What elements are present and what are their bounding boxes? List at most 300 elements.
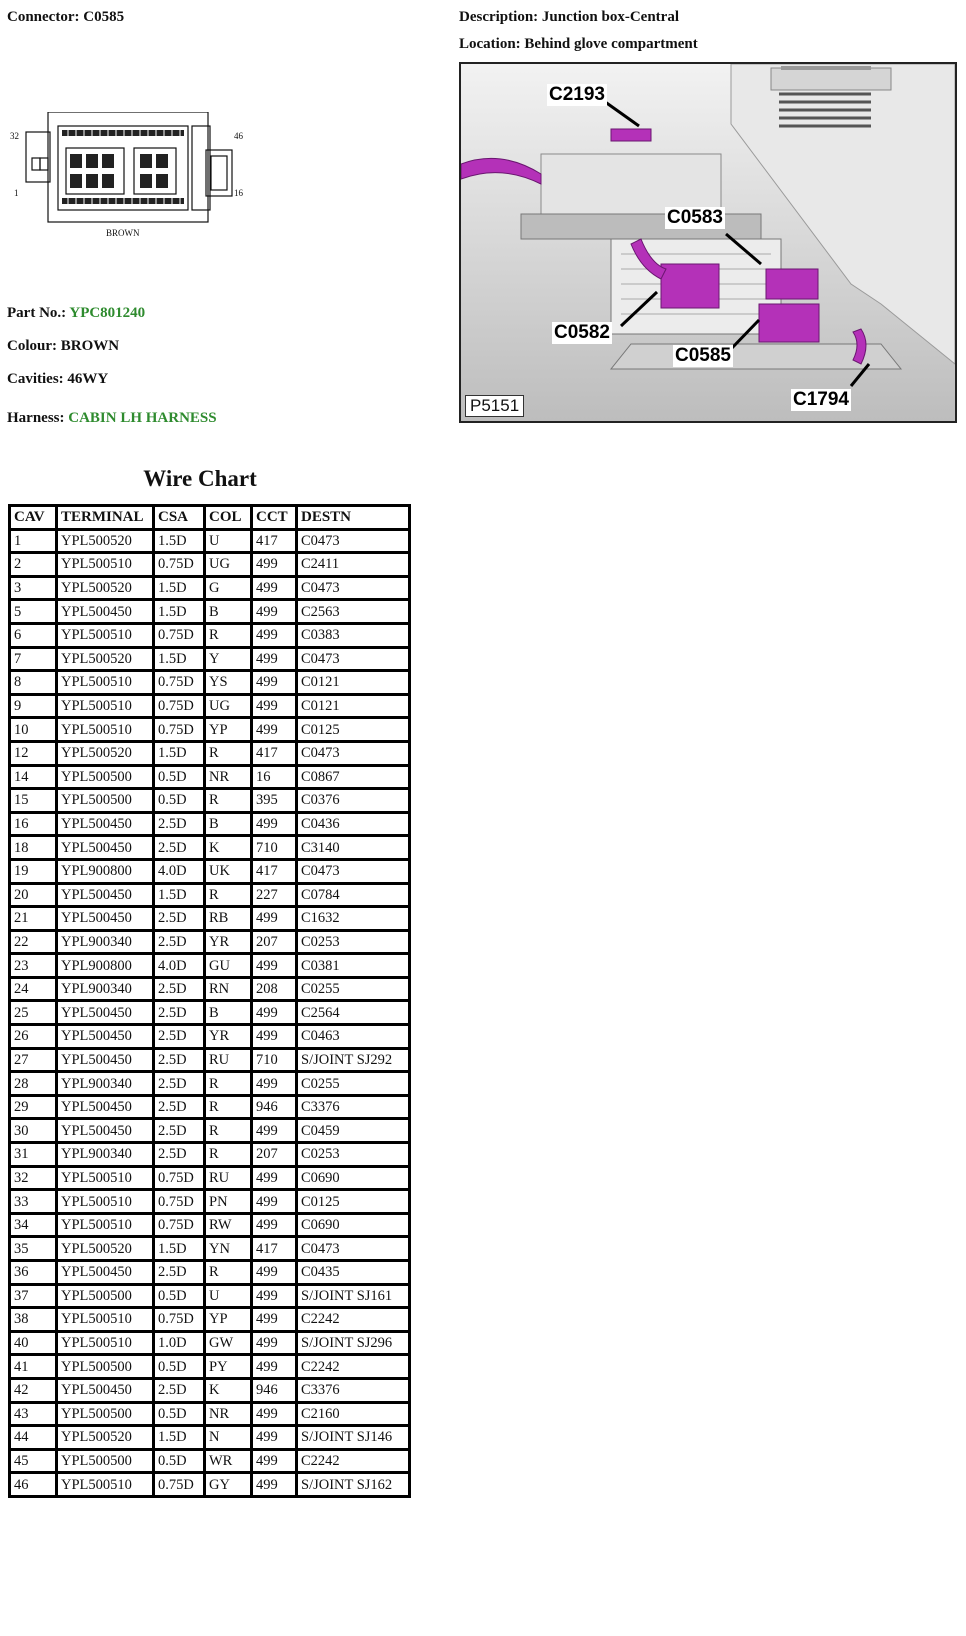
cell-csa: 1.5D xyxy=(154,647,205,671)
cell-cav: 41 xyxy=(10,1355,57,1379)
cell-cav: 43 xyxy=(10,1402,57,1426)
cell-cct: 227 xyxy=(252,883,297,907)
wire-chart-header-row xyxy=(10,506,410,530)
header-cct: CCT xyxy=(252,506,297,530)
cell-destn: C0690 xyxy=(297,1213,410,1237)
cell-csa: 0.75D xyxy=(154,623,205,647)
cell-cav: 22 xyxy=(10,930,57,954)
table-row xyxy=(10,836,410,860)
cell-col: U xyxy=(205,1284,252,1308)
cell-terminal: YPL500450 xyxy=(57,1261,154,1285)
cell-cav: 29 xyxy=(10,1095,57,1119)
description-label: Description: Junction box-Central xyxy=(459,9,679,25)
callout-c1794: C1794 xyxy=(793,389,849,410)
cell-destn: C0473 xyxy=(297,529,410,553)
cell-terminal: YPL900800 xyxy=(57,954,154,978)
cell-csa: 0.75D xyxy=(154,1473,205,1497)
cell-cct: 499 xyxy=(252,1119,297,1143)
cell-csa: 2.5D xyxy=(154,1143,205,1167)
cell-col: YP xyxy=(205,1308,252,1332)
cell-destn: C0436 xyxy=(297,812,410,836)
cell-terminal: YPL900340 xyxy=(57,977,154,1001)
cell-col: NR xyxy=(205,765,252,789)
cell-cav: 21 xyxy=(10,907,57,931)
cell-csa: 2.5D xyxy=(154,812,205,836)
cell-terminal: YPL500450 xyxy=(57,836,154,860)
cell-cav: 9 xyxy=(10,694,57,718)
cell-cav: 3 xyxy=(10,576,57,600)
cell-terminal: YPL500500 xyxy=(57,789,154,813)
cell-cct: 499 xyxy=(252,1072,297,1096)
cell-cav: 18 xyxy=(10,836,57,860)
cell-destn: C0473 xyxy=(297,741,410,765)
cell-terminal: YPL500510 xyxy=(57,1473,154,1497)
cell-csa: 2.5D xyxy=(154,1378,205,1402)
cell-cav: 7 xyxy=(10,647,57,671)
table-row xyxy=(10,907,410,931)
header-cav: CAV xyxy=(10,506,57,530)
cell-cct: 499 xyxy=(252,954,297,978)
cell-col: R xyxy=(205,1143,252,1167)
cell-terminal: YPL500510 xyxy=(57,718,154,742)
cell-col: YS xyxy=(205,671,252,695)
location-photo-drawing xyxy=(461,64,955,421)
cavities-line: Cavities: 46WY xyxy=(7,371,109,387)
cell-cav: 8 xyxy=(10,671,57,695)
cell-cct: 499 xyxy=(252,1001,297,1025)
cell-cav: 1 xyxy=(10,529,57,553)
cell-csa: 2.5D xyxy=(154,907,205,931)
cell-destn: C0473 xyxy=(297,576,410,600)
cell-col: B xyxy=(205,812,252,836)
harness-link[interactable]: CABIN LH HARNESS xyxy=(68,410,217,426)
colour-line: Colour: BROWN xyxy=(7,338,120,354)
cell-csa: 2.5D xyxy=(154,1261,205,1285)
cell-destn: C2563 xyxy=(297,600,410,624)
cell-destn: C3376 xyxy=(297,1378,410,1402)
cell-terminal: YPL500520 xyxy=(57,576,154,600)
cell-terminal: YPL500500 xyxy=(57,1449,154,1473)
cell-col: K xyxy=(205,836,252,860)
cell-terminal: YPL500450 xyxy=(57,600,154,624)
cell-csa: 4.0D xyxy=(154,954,205,978)
cell-destn: S/JOINT SJ161 xyxy=(297,1284,410,1308)
cell-cav: 26 xyxy=(10,1025,57,1049)
table-row xyxy=(10,718,410,742)
cell-col: RU xyxy=(205,1048,252,1072)
cell-cct: 499 xyxy=(252,1166,297,1190)
cell-csa: 2.5D xyxy=(154,1001,205,1025)
cell-destn: C0125 xyxy=(297,718,410,742)
cell-cav: 2 xyxy=(10,553,57,577)
table-row xyxy=(10,647,410,671)
cell-cct: 499 xyxy=(252,600,297,624)
table-row xyxy=(10,765,410,789)
cell-cct: 499 xyxy=(252,907,297,931)
cell-csa: 1.0D xyxy=(154,1331,205,1355)
cell-col: RU xyxy=(205,1166,252,1190)
cell-destn: C0473 xyxy=(297,859,410,883)
cell-terminal: YPL900800 xyxy=(57,859,154,883)
cell-terminal: YPL500450 xyxy=(57,1025,154,1049)
cell-cav: 40 xyxy=(10,1331,57,1355)
cell-destn: C0255 xyxy=(297,1072,410,1096)
cell-cct: 710 xyxy=(252,836,297,860)
cell-terminal: YPL500500 xyxy=(57,1355,154,1379)
table-row xyxy=(10,1331,410,1355)
cell-cav: 35 xyxy=(10,1237,57,1261)
cell-col: RB xyxy=(205,907,252,931)
cell-csa: 0.5D xyxy=(154,765,205,789)
cell-csa: 2.5D xyxy=(154,1095,205,1119)
cell-cav: 12 xyxy=(10,741,57,765)
cell-cav: 33 xyxy=(10,1190,57,1214)
cell-col: R xyxy=(205,741,252,765)
harness-label: Harness: xyxy=(7,410,65,426)
cell-csa: 0.75D xyxy=(154,718,205,742)
table-row xyxy=(10,1048,410,1072)
table-row xyxy=(10,1473,410,1497)
part-number-line xyxy=(7,305,145,322)
cell-terminal: YPL500520 xyxy=(57,529,154,553)
cell-terminal: YPL500450 xyxy=(57,1048,154,1072)
cell-terminal: YPL500520 xyxy=(57,647,154,671)
header-csa: CSA xyxy=(154,506,205,530)
cell-terminal: YPL500450 xyxy=(57,883,154,907)
cell-cct: 16 xyxy=(252,765,297,789)
wire-chart-title: Wire Chart xyxy=(143,466,257,491)
location-photo xyxy=(459,62,957,423)
cell-destn: C0435 xyxy=(297,1261,410,1285)
cell-col: U xyxy=(205,529,252,553)
table-row xyxy=(10,1449,410,1473)
cell-col: WR xyxy=(205,1449,252,1473)
cell-cav: 23 xyxy=(10,954,57,978)
cell-col: B xyxy=(205,1001,252,1025)
cell-cct: 499 xyxy=(252,694,297,718)
cell-cct: 395 xyxy=(252,789,297,813)
connector-face-diagram xyxy=(6,112,246,242)
cell-cct: 417 xyxy=(252,529,297,553)
cell-cct: 499 xyxy=(252,1308,297,1332)
table-row xyxy=(10,789,410,813)
cell-cct: 946 xyxy=(252,1378,297,1402)
cell-destn: C2242 xyxy=(297,1449,410,1473)
pin-label-32: 32 xyxy=(10,131,19,141)
cell-terminal: YPL500510 xyxy=(57,671,154,695)
cell-csa: 0.75D xyxy=(154,694,205,718)
cell-cct: 499 xyxy=(252,1190,297,1214)
table-row xyxy=(10,623,410,647)
table-row xyxy=(10,859,410,883)
cell-cct: 499 xyxy=(252,623,297,647)
cell-col: YR xyxy=(205,930,252,954)
cell-cav: 44 xyxy=(10,1426,57,1450)
table-row xyxy=(10,1166,410,1190)
cell-cct: 499 xyxy=(252,1213,297,1237)
cell-csa: 0.5D xyxy=(154,1355,205,1379)
table-row xyxy=(10,930,410,954)
cell-cav: 31 xyxy=(10,1143,57,1167)
cell-csa: 0.75D xyxy=(154,553,205,577)
cell-terminal: YPL500510 xyxy=(57,623,154,647)
header-col: COL xyxy=(205,506,252,530)
cell-terminal: YPL500510 xyxy=(57,1166,154,1190)
cell-csa: 0.5D xyxy=(154,1449,205,1473)
cell-destn: C0784 xyxy=(297,883,410,907)
cell-terminal: YPL500510 xyxy=(57,694,154,718)
pin-label-46: 46 xyxy=(234,131,243,141)
cell-cav: 36 xyxy=(10,1261,57,1285)
cell-col: B xyxy=(205,600,252,624)
table-row xyxy=(10,1237,410,1261)
cell-destn: C2564 xyxy=(297,1001,410,1025)
cell-csa: 4.0D xyxy=(154,859,205,883)
cell-cct: 499 xyxy=(252,671,297,695)
cell-destn: S/JOINT SJ162 xyxy=(297,1473,410,1497)
cell-destn: C0463 xyxy=(297,1025,410,1049)
connector-colour-caption: BROWN xyxy=(106,228,140,238)
cell-terminal: YPL500450 xyxy=(57,812,154,836)
cell-col: N xyxy=(205,1426,252,1450)
cell-cav: 46 xyxy=(10,1473,57,1497)
pin-label-1: 1 xyxy=(14,188,19,198)
cell-col: UK xyxy=(205,859,252,883)
cell-csa: 1.5D xyxy=(154,1237,205,1261)
harness-line xyxy=(7,410,217,427)
cell-csa: 1.5D xyxy=(154,741,205,765)
cell-terminal: YPL500520 xyxy=(57,1237,154,1261)
cell-cav: 5 xyxy=(10,600,57,624)
cell-terminal: YPL900340 xyxy=(57,1072,154,1096)
cell-destn: C0459 xyxy=(297,1119,410,1143)
cell-csa: 2.5D xyxy=(154,1072,205,1096)
cell-cct: 946 xyxy=(252,1095,297,1119)
cell-col: YN xyxy=(205,1237,252,1261)
cell-destn: C0867 xyxy=(297,765,410,789)
header-terminal: TERMINAL xyxy=(57,506,154,530)
cell-cav: 19 xyxy=(10,859,57,883)
cell-csa: 0.5D xyxy=(154,789,205,813)
cell-cct: 499 xyxy=(252,1261,297,1285)
cell-terminal: YPL500450 xyxy=(57,1378,154,1402)
cell-csa: 0.75D xyxy=(154,1190,205,1214)
cell-col: G xyxy=(205,576,252,600)
cell-cav: 38 xyxy=(10,1308,57,1332)
cell-destn: C2242 xyxy=(297,1308,410,1332)
cell-cav: 37 xyxy=(10,1284,57,1308)
table-row xyxy=(10,1355,410,1379)
cell-terminal: YPL500510 xyxy=(57,1190,154,1214)
cell-terminal: YPL500500 xyxy=(57,1284,154,1308)
cell-col: UG xyxy=(205,553,252,577)
table-row xyxy=(10,812,410,836)
cell-terminal: YPL500510 xyxy=(57,1213,154,1237)
cell-col: RN xyxy=(205,977,252,1001)
cell-cct: 499 xyxy=(252,576,297,600)
cell-cct: 417 xyxy=(252,741,297,765)
table-row xyxy=(10,671,410,695)
table-row xyxy=(10,694,410,718)
cell-terminal: YPL500520 xyxy=(57,741,154,765)
cell-cct: 499 xyxy=(252,1284,297,1308)
cell-csa: 0.75D xyxy=(154,1213,205,1237)
cell-csa: 1.5D xyxy=(154,529,205,553)
cell-destn: C0253 xyxy=(297,930,410,954)
callout-c0583: C0583 xyxy=(667,207,723,228)
cell-terminal: YPL900340 xyxy=(57,1143,154,1167)
table-row xyxy=(10,1378,410,1402)
cell-col: GW xyxy=(205,1331,252,1355)
cell-destn: C3376 xyxy=(297,1095,410,1119)
cell-csa: 2.5D xyxy=(154,977,205,1001)
table-row xyxy=(10,1190,410,1214)
cell-cct: 207 xyxy=(252,1143,297,1167)
cell-col: YR xyxy=(205,1025,252,1049)
cell-cav: 28 xyxy=(10,1072,57,1096)
cell-col: GY xyxy=(205,1473,252,1497)
cell-cav: 24 xyxy=(10,977,57,1001)
cell-csa: 0.75D xyxy=(154,1308,205,1332)
cell-col: R xyxy=(205,1072,252,1096)
cell-destn: C1632 xyxy=(297,907,410,931)
cell-terminal: YPL500520 xyxy=(57,1426,154,1450)
callout-c0582: C0582 xyxy=(554,322,610,343)
cell-cav: 42 xyxy=(10,1378,57,1402)
cell-col: YP xyxy=(205,718,252,742)
cell-col: R xyxy=(205,1119,252,1143)
table-row xyxy=(10,1143,410,1167)
cell-cav: 27 xyxy=(10,1048,57,1072)
location-label: Location: Behind glove compartment xyxy=(459,36,698,52)
callout-c2193: C2193 xyxy=(549,84,605,105)
cell-col: R xyxy=(205,883,252,907)
cell-csa: 0.5D xyxy=(154,1402,205,1426)
cell-destn: C3140 xyxy=(297,836,410,860)
cell-col: R xyxy=(205,1261,252,1285)
table-row xyxy=(10,1308,410,1332)
cell-csa: 1.5D xyxy=(154,576,205,600)
table-row xyxy=(10,1119,410,1143)
cell-cav: 32 xyxy=(10,1166,57,1190)
cell-cct: 499 xyxy=(252,1473,297,1497)
cell-col: K xyxy=(205,1378,252,1402)
cell-terminal: YPL500510 xyxy=(57,553,154,577)
cell-terminal: YPL500450 xyxy=(57,907,154,931)
cell-cct: 499 xyxy=(252,812,297,836)
cell-cct: 710 xyxy=(252,1048,297,1072)
cell-cct: 499 xyxy=(252,553,297,577)
cell-csa: 2.5D xyxy=(154,1048,205,1072)
wire-chart-table xyxy=(8,504,411,1498)
cell-col: R xyxy=(205,623,252,647)
cell-col: RW xyxy=(205,1213,252,1237)
table-row xyxy=(10,883,410,907)
table-row xyxy=(10,1213,410,1237)
table-row xyxy=(10,576,410,600)
cell-col: R xyxy=(205,789,252,813)
cell-cct: 207 xyxy=(252,930,297,954)
cell-csa: 0.5D xyxy=(154,1284,205,1308)
cell-destn: C0473 xyxy=(297,1237,410,1261)
pin-label-16: 16 xyxy=(234,188,243,198)
cell-csa: 1.5D xyxy=(154,600,205,624)
cell-cct: 499 xyxy=(252,718,297,742)
table-row xyxy=(10,529,410,553)
cell-csa: 2.5D xyxy=(154,1119,205,1143)
cell-destn: C0253 xyxy=(297,1143,410,1167)
cell-cav: 15 xyxy=(10,789,57,813)
cell-terminal: YPL900340 xyxy=(57,930,154,954)
cell-destn: C0473 xyxy=(297,647,410,671)
cell-col: PN xyxy=(205,1190,252,1214)
cell-cav: 25 xyxy=(10,1001,57,1025)
table-row xyxy=(10,1095,410,1119)
cell-col: GU xyxy=(205,954,252,978)
cell-destn: C2242 xyxy=(297,1355,410,1379)
cell-destn: C0255 xyxy=(297,977,410,1001)
cell-cct: 499 xyxy=(252,1449,297,1473)
callout-c0585: C0585 xyxy=(675,345,731,366)
table-row xyxy=(10,553,410,577)
table-row xyxy=(10,1072,410,1096)
cell-terminal: YPL500510 xyxy=(57,1331,154,1355)
cell-terminal: YPL500500 xyxy=(57,765,154,789)
cell-csa: 2.5D xyxy=(154,1025,205,1049)
cell-csa: 2.5D xyxy=(154,836,205,860)
cell-destn: C0121 xyxy=(297,671,410,695)
table-row xyxy=(10,741,410,765)
table-row xyxy=(10,600,410,624)
cell-destn: S/JOINT SJ296 xyxy=(297,1331,410,1355)
cell-cct: 499 xyxy=(252,647,297,671)
cell-cav: 16 xyxy=(10,812,57,836)
cell-cct: 417 xyxy=(252,859,297,883)
cell-cav: 30 xyxy=(10,1119,57,1143)
wire-chart-body xyxy=(10,529,410,1496)
cell-terminal: YPL500510 xyxy=(57,1308,154,1332)
cell-terminal: YPL500500 xyxy=(57,1402,154,1426)
cell-cav: 34 xyxy=(10,1213,57,1237)
cell-cct: 499 xyxy=(252,1025,297,1049)
cell-terminal: YPL500450 xyxy=(57,1119,154,1143)
cell-destn: C0383 xyxy=(297,623,410,647)
table-row xyxy=(10,954,410,978)
table-row xyxy=(10,977,410,1001)
cell-cct: 499 xyxy=(252,1426,297,1450)
cell-cct: 499 xyxy=(252,1355,297,1379)
cell-col: R xyxy=(205,1095,252,1119)
cell-col: NR xyxy=(205,1402,252,1426)
cell-col: Y xyxy=(205,647,252,671)
part-number-link[interactable]: YPC801240 xyxy=(69,305,146,321)
cell-csa: 1.5D xyxy=(154,883,205,907)
cell-destn: S/JOINT SJ292 xyxy=(297,1048,410,1072)
cell-cav: 10 xyxy=(10,718,57,742)
cell-destn: S/JOINT SJ146 xyxy=(297,1426,410,1450)
cell-cav: 20 xyxy=(10,883,57,907)
cell-cav: 45 xyxy=(10,1449,57,1473)
part-number-label: Part No.: xyxy=(7,305,67,321)
cell-cct: 417 xyxy=(252,1237,297,1261)
cell-destn: C0125 xyxy=(297,1190,410,1214)
table-row xyxy=(10,1261,410,1285)
table-row xyxy=(10,1025,410,1049)
cell-csa: 0.75D xyxy=(154,671,205,695)
cell-destn: C0121 xyxy=(297,694,410,718)
table-row xyxy=(10,1284,410,1308)
table-row xyxy=(10,1402,410,1426)
